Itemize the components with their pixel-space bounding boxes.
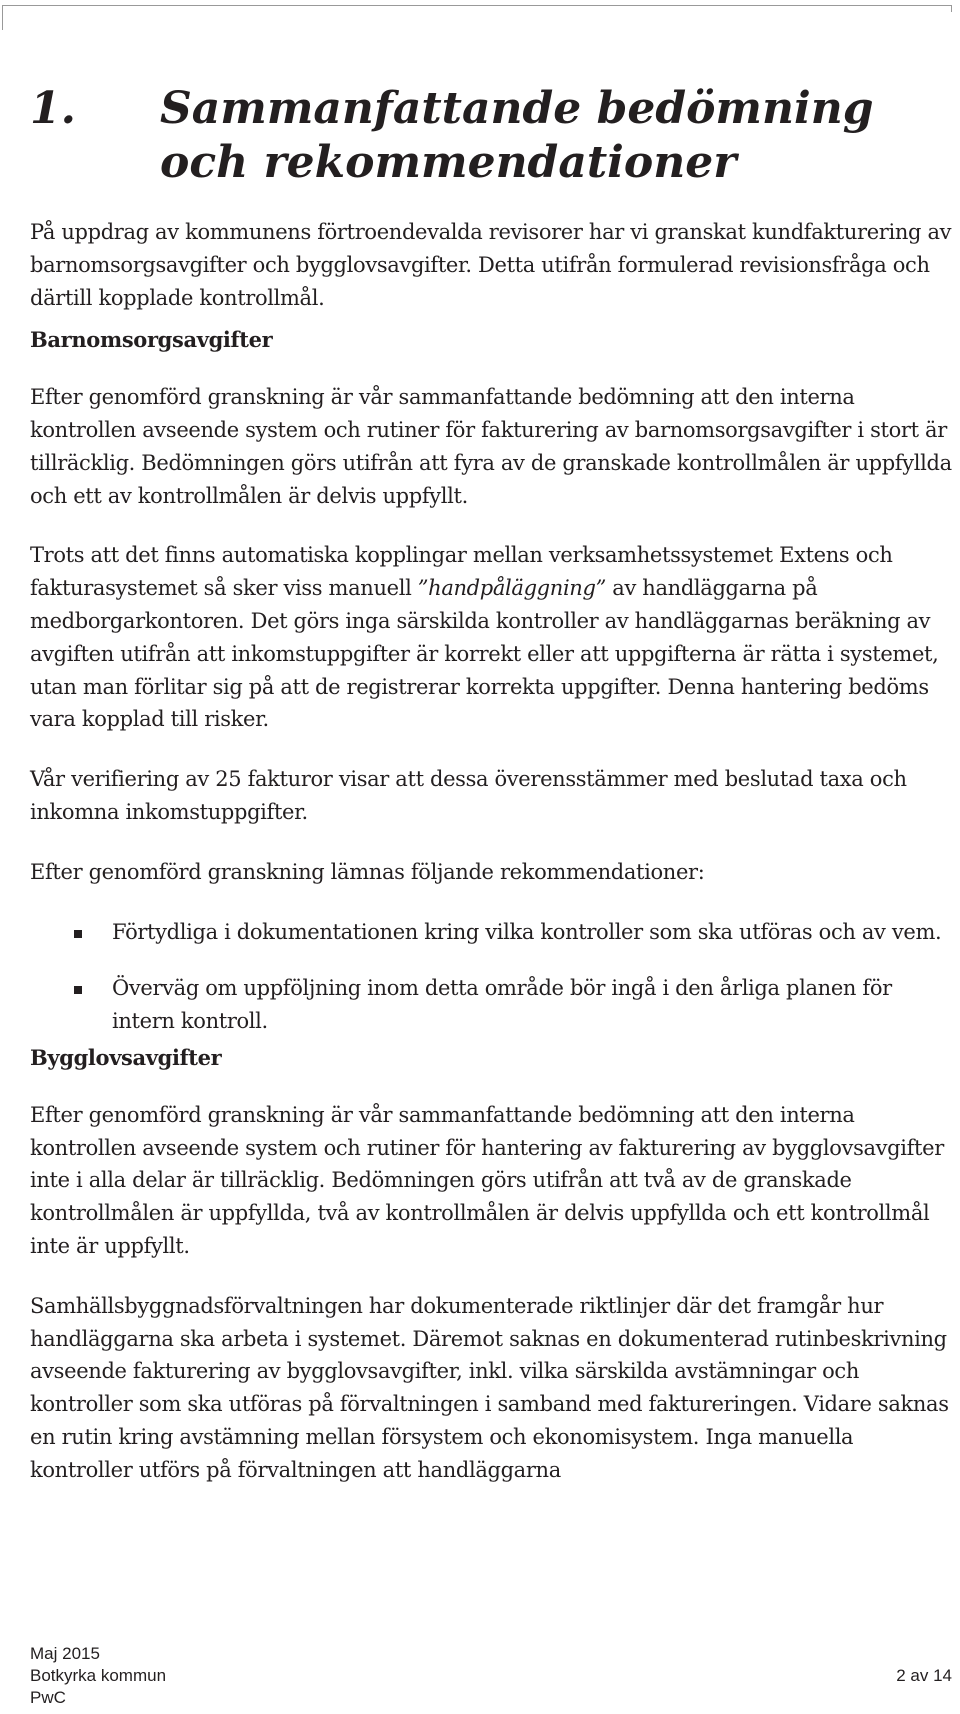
intro-paragraph: På uppdrag av kommunens förtroendevalda revisorer har vi granskat kundfakturering av barnomsorgsavgifter och bygglovsavgifter. Detta utifrån formulerad revisionsfråga och därtill kopplade kontrollmål. [30,220,952,310]
section-title: Sammanfattande bedömning och rekommendationer [160,83,874,188]
bygglov-paragraph-1: Efter genomförd granskning är vår sammanfattande bedömning att den interna kontrollen avseende system och rutiner för hantering av fakturering av bygglovsavgifter inte i alla delar är tillräcklig. Bedömningen görs utifrån att två av de granskade kontrollmålen är uppfyllda, två av kontrollmålen är delvis uppfyllda och ett kontrollmål inte är uppfyllt. [30,1102,944,1258]
document-body [30,216,960,1514]
handpalaggning-emphasis: ”handpåläggning” [417,576,606,601]
recommendation-item: Förtydliga i dokumentationen kring vilka kontroller som ska utföras och av vem. [30,916,960,949]
recommendation-item: Överväg om uppföljning inom detta område bör ingå i den årliga planen för intern kontroll. [30,972,960,1038]
footer-org: Botkyrka kommun [30,1666,167,1685]
recommendation-list [30,916,960,1038]
barnomsorg-paragraph-2 [30,539,960,736]
page-footer [30,1643,952,1709]
barnomsorg-paragraph-1: Efter genomförd granskning är vår sammanfattande bedömning att den interna kontrollen avseende system och rutiner för fakturering av barnomsorgsavgifter i stort är tillräcklig. Bedömningen görs utifrån att fyra av de granskade kontrollmålen är uppfyllda och ett av kontrollmålen är delvis uppfyllt. [30,385,952,508]
bygglov-paragraph-2: Samhällsbyggnadsförvaltningen har dokumenterade riktlinjer där det framgår hur handläggarna ska arbeta i systemet. Däremot saknas en dokumenterad rutinbeskrivning avseende fakturering av bygglovsavgifter, inkl. vilka särskilda avstämningar och kontroller som ska utföras på förvaltningen i samband med faktureringen. Vidare saknas en rutin kring avstämning mellan försystem och ekonomisystem. Inga manuella kontroller utförs på förvaltningen att handläggarna [30,1293,949,1482]
footer-company: PwC [30,1688,66,1707]
page-corner-mark [2,5,952,30]
bygglov-heading: Bygglovsavgifter [30,1044,222,1070]
barnomsorg-paragraph-3: Vår verifiering av 25 fakturor visar att dessa överensstämmer med beslutad taxa och inkomna inkomstuppgifter. [30,767,907,824]
footer-date: Maj 2015 [30,1644,100,1663]
barnomsorg-paragraph-2-end: av handläggarna på medborgarkontoren. Det görs inga särskilda kontroller av handläggarnas beräkning av avgiften utifrån att inkomstuppgifter är korrekt eller att uppgifterna är rätta i systemet, utan man förlitar sig på att de registrerar korrekta uppgifter. Denna hantering bedöms vara kopplad till risker. [30,576,939,732]
section-heading [30,82,950,190]
page-number: 2 av 14 [896,1666,952,1685]
barnomsorg-paragraph-2-start: Trots att det finns automatiska kopplingar mellan verksamhetssystemet Extens och fakturasystemet så sker viss manuell [30,543,893,601]
section-number: 1. [30,83,76,134]
barnomsorg-paragraph-4: Efter genomförd granskning lämnas följande rekommendationer: [30,859,705,884]
barnomsorg-heading: Barnomsorgsavgifter [30,327,273,353]
